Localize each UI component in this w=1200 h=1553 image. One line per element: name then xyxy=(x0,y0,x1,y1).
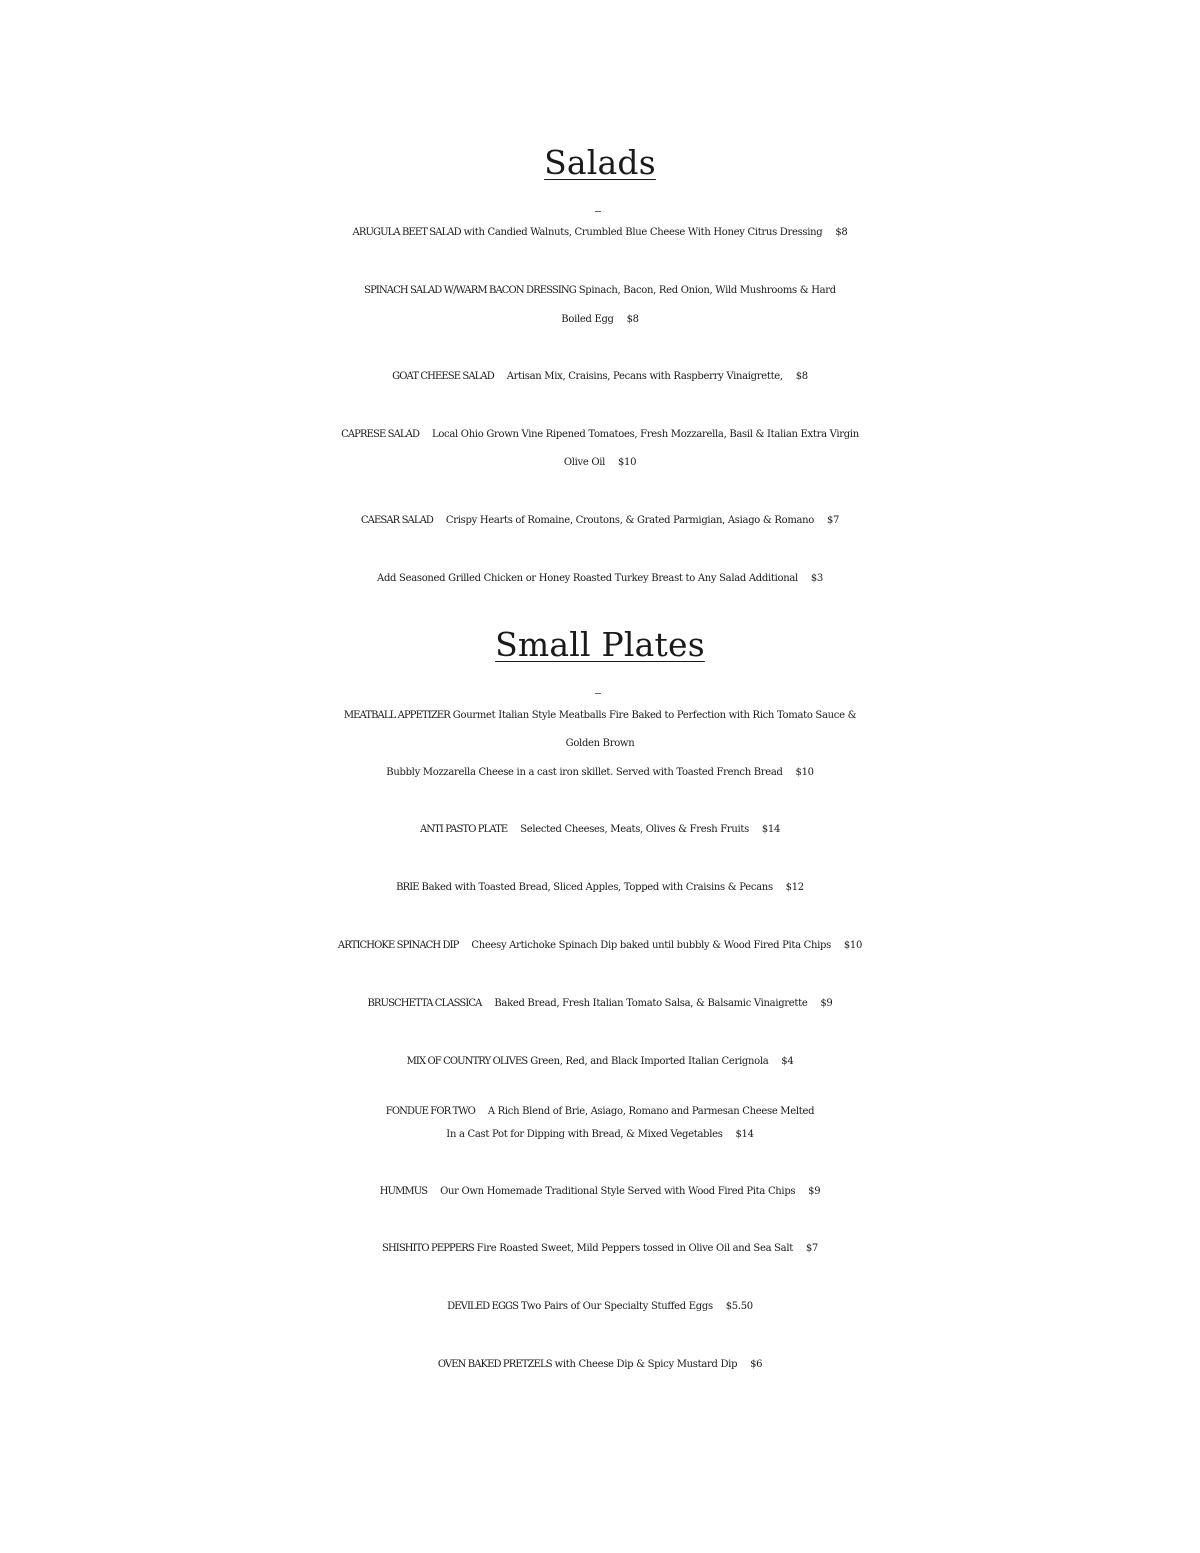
item-description: Local Ohio Grown Vine Ripened Tomatoes, Fresh Mozzarella, Basil & Italian Extra Virgin xyxy=(432,429,859,440)
item-price: $8 xyxy=(835,227,848,238)
menu-item-fondue-for-two-cont xyxy=(0,1124,1200,1146)
item-name: HUMMUS xyxy=(379,1186,428,1197)
item-name: OVEN BAKED PRETZELS xyxy=(437,1359,552,1370)
item-price: $7 xyxy=(805,1243,818,1254)
item-name: ARUGULA BEET SALAD xyxy=(352,227,461,238)
salad-addon-note xyxy=(0,568,1200,590)
item-price: $10 xyxy=(617,457,637,468)
item-price: $4 xyxy=(781,1056,794,1067)
item-description: Crispy Hearts of Romaine, Croutons, & Grated Parmigian, Asiago & Romano xyxy=(445,515,815,526)
item-price: $10 xyxy=(795,767,814,778)
item-name: FONDUE FOR TWO xyxy=(385,1106,475,1117)
item-description: Spinach, Bacon, Red Onion, Wild Mushrooms & Hard xyxy=(578,285,836,296)
item-description: Cheesy Artichoke Spinach Dip baked until bubbly & Wood Fired Pita Chips xyxy=(471,940,831,951)
item-price: $14 xyxy=(761,824,781,835)
item-name: ANTI PASTO PLATE xyxy=(419,824,508,835)
menu-item-brie xyxy=(0,877,1200,899)
item-name: SPINACH SALAD W/WARM BACON DRESSING xyxy=(364,285,576,296)
item-name: DEVILED EGGS xyxy=(447,1301,519,1312)
item-name: CAESAR SALAD xyxy=(360,515,434,526)
item-name: BRUSCHETTA CLASSICA xyxy=(367,998,482,1009)
item-price: $6 xyxy=(750,1359,763,1370)
item-description-cont: Golden Brown xyxy=(565,738,635,749)
menu-item-caprese-salad xyxy=(0,424,1200,446)
item-description-cont: Olive Oil xyxy=(563,457,606,468)
menu-item-shishito-peppers xyxy=(0,1238,1200,1260)
item-name: SHISHITO PEPPERS xyxy=(382,1243,474,1254)
small-plates-heading: Small Plates xyxy=(495,625,705,664)
menu-item-fondue-for-two xyxy=(0,1101,1200,1123)
item-name: ARTICHOKE SPINACH DIP xyxy=(337,940,459,951)
menu-item-meatball-appetizer-cont2 xyxy=(0,762,1200,784)
menu-item-mix-of-country-olives xyxy=(0,1051,1200,1073)
menu-item-spinach-salad-cont xyxy=(0,309,1200,331)
menu-item-artichoke-spinach-dip xyxy=(0,935,1200,957)
divider-mark xyxy=(595,211,601,212)
note-text: Add Seasoned Grilled Chicken or Honey Roasted Turkey Breast to Any Salad Additional xyxy=(377,573,798,584)
item-description: Green, Red, and Black Imported Italian Cerignola xyxy=(530,1056,769,1067)
menu-item-goat-cheese-salad xyxy=(0,366,1200,388)
menu-item-meatball-appetizer xyxy=(0,705,1200,727)
item-description-cont: Bubbly Mozzarella Cheese in a cast iron skillet. Served with Toasted French Bread xyxy=(386,767,783,778)
divider-mark xyxy=(595,693,601,694)
item-description: Artisan Mix, Craisins, Pecans with Raspberry Vinaigrette, xyxy=(506,371,783,382)
item-description: Baked Bread, Fresh Italian Tomato Salsa, & Balsamic Vinaigrette xyxy=(494,998,808,1009)
menu-item-anti-pasto-plate xyxy=(0,819,1200,841)
menu-item-bruschetta-classica xyxy=(0,993,1200,1015)
item-description: Two Pairs of Our Specialty Stuffed Eggs xyxy=(520,1301,713,1312)
item-price: $10 xyxy=(843,940,863,951)
note-price: $3 xyxy=(810,573,823,584)
item-description: Baked with Toasted Bread, Sliced Apples, Topped with Craisins & Pecans xyxy=(421,882,773,893)
menu-item-hummus xyxy=(0,1181,1200,1203)
item-name: MEATBALL APPETIZER xyxy=(343,710,450,721)
menu-item-meatball-appetizer-cont xyxy=(0,733,1200,755)
item-price: $9 xyxy=(808,1186,821,1197)
item-name: GOAT CHEESE SALAD xyxy=(392,371,494,382)
item-price: $8 xyxy=(795,371,808,382)
item-name: CAPRESE SALAD xyxy=(341,429,420,440)
menu-item-spinach-salad xyxy=(0,280,1200,302)
item-price: $12 xyxy=(785,882,804,893)
menu-item-caprese-salad-cont xyxy=(0,452,1200,474)
item-price: $14 xyxy=(735,1129,754,1140)
item-name: BRIE xyxy=(396,882,419,893)
item-name: MIX OF COUNTRY OLIVES xyxy=(406,1056,528,1067)
item-price: $9 xyxy=(820,998,833,1009)
item-description: A Rich Blend of Brie, Asiago, Romano and Parmesan Cheese Melted xyxy=(487,1106,815,1117)
menu-item-oven-baked-pretzels xyxy=(0,1354,1200,1376)
salads-heading: Salads xyxy=(544,143,656,182)
item-price: $5.50 xyxy=(725,1301,753,1312)
menu-item-caesar-salad xyxy=(0,510,1200,532)
item-description-cont: Boiled Egg xyxy=(561,314,614,325)
item-description: Our Own Homemade Traditional Style Served with Wood Fired Pita Chips xyxy=(440,1186,796,1197)
item-description: with Cheese Dip & Spicy Mustard Dip xyxy=(554,1359,738,1370)
item-price: $8 xyxy=(626,314,639,325)
item-description: Selected Cheeses, Meats, Olives & Fresh Fruits xyxy=(520,824,749,835)
item-price: $7 xyxy=(826,515,840,526)
menu-item-arugula-beet-salad xyxy=(0,222,1200,244)
menu-item-deviled-eggs xyxy=(0,1296,1200,1318)
item-description: with Candied Walnuts, Crumbled Blue Cheese With Honey Citrus Dressing xyxy=(463,227,823,238)
item-description: Fire Roasted Sweet, Mild Peppers tossed in Olive Oil and Sea Salt xyxy=(476,1243,793,1254)
item-description-cont: In a Cast Pot for Dipping with Bread, & Mixed Vegetables xyxy=(446,1129,723,1140)
item-description: Gourmet Italian Style Meatballs Fire Baked to Perfection with Rich Tomato Sauce & xyxy=(452,710,857,721)
